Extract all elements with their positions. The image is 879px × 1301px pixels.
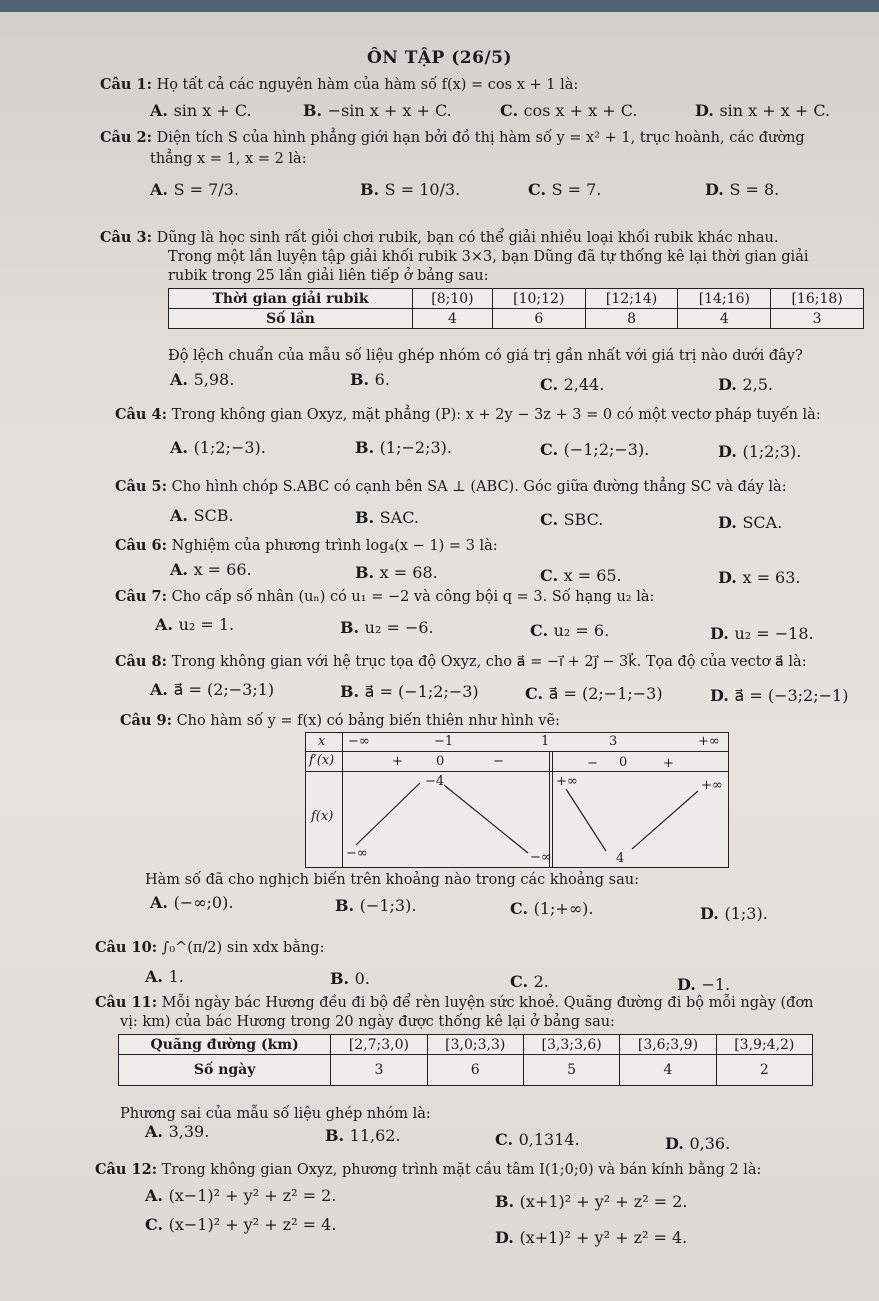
x-value: +∞ (698, 734, 720, 749)
option-letter: C. (540, 566, 564, 585)
option-text: (−1;2;−3). (563, 440, 650, 459)
question-stem-cont: vị: km) của bác Hương trong 20 ngày được thống kê lại ở bảng sau: (120, 1014, 615, 1030)
question-stem: Cho hàm số y = f(x) có bảng biến thiên như hình vẽ: (176, 713, 560, 729)
option-c[interactable] (500, 101, 637, 120)
option-letter: C. (500, 101, 524, 120)
option-c[interactable] (540, 375, 604, 394)
option-letter: C. (525, 684, 549, 703)
rubik-table (168, 288, 864, 329)
option-letter: D. (495, 1228, 520, 1247)
page-title: ÔN TẬP (26/5) (366, 48, 513, 68)
table-cell: Số ngày (119, 1055, 331, 1086)
variation-arrows (306, 733, 728, 867)
option-c[interactable] (510, 972, 549, 991)
option-letter: C. (510, 899, 534, 918)
top-shadow-band (0, 0, 879, 12)
question-stem: Họ tất cả các nguyên hàm của hàm số f(x) = cos x + 1 là: (156, 77, 579, 93)
fprime-label: f′(x) (309, 753, 335, 768)
option-text: 1. (168, 967, 184, 986)
option-text: (x+1)² + y² + z² = 4. (519, 1228, 688, 1247)
option-text: 5,98. (193, 370, 235, 389)
question-label: Câu 3: (100, 229, 152, 246)
option-b[interactable] (340, 682, 479, 701)
sign: 0 (436, 754, 445, 769)
question-10 (95, 938, 324, 958)
option-text: S = 7. (551, 180, 602, 199)
question-label: Câu 5: (115, 478, 167, 495)
option-letter: A. (145, 967, 169, 986)
question-5 (115, 477, 787, 497)
option-letter: C. (528, 180, 552, 199)
option-d[interactable] (700, 904, 768, 923)
option-text: 0. (354, 969, 370, 988)
option-letter: B. (355, 563, 380, 582)
table-cell: [3,3;3,6) (523, 1035, 619, 1055)
option-d[interactable] (710, 624, 814, 643)
question-label: Câu 12: (95, 1161, 158, 1178)
question-label: Câu 1: (100, 76, 152, 93)
option-text: sin x + x + C. (719, 101, 831, 120)
option-text: SBC. (563, 510, 604, 529)
table-cell: [16;18) (771, 289, 864, 309)
f-label: f(x) (311, 809, 334, 824)
option-letter: A. (170, 506, 194, 525)
table-cell: [2,7;3,0) (331, 1035, 427, 1055)
option-letter: C. (530, 621, 554, 640)
question-6 (115, 536, 498, 556)
option-letter: A. (150, 893, 174, 912)
option-text: u₂ = 6. (553, 621, 610, 640)
option-letter: D. (705, 180, 730, 199)
question-12 (95, 1160, 761, 1180)
x-value: −∞ (348, 734, 370, 749)
question-3 (100, 228, 779, 248)
option-letter: D. (718, 568, 743, 587)
f-value: 4 (616, 851, 625, 866)
option-b[interactable] (355, 438, 452, 457)
table-cell: 6 (492, 309, 585, 329)
option-text: 3,39. (168, 1122, 210, 1141)
option-b[interactable] (350, 370, 390, 389)
option-letter: A. (150, 101, 174, 120)
x-value: −1 (434, 734, 454, 749)
option-d[interactable] (495, 1228, 687, 1247)
option-letter: B. (303, 101, 328, 120)
option-letter: D. (710, 686, 735, 705)
f-value: −∞ (530, 850, 552, 865)
option-text: (1;2;−3). (193, 438, 266, 457)
option-text: x = 68. (379, 563, 438, 582)
table-cell: 3 (771, 309, 864, 329)
option-a[interactable] (170, 506, 234, 525)
table-cell: [8;10) (413, 289, 493, 309)
option-a[interactable] (170, 438, 266, 457)
table-cell: [10;12) (492, 289, 585, 309)
sign: − (493, 754, 504, 769)
question-label: Câu 11: (95, 994, 158, 1011)
option-text: u₂ = −6. (364, 618, 434, 637)
option-a[interactable] (145, 1122, 209, 1141)
table-cell: 2 (716, 1055, 812, 1086)
option-letter: B. (330, 969, 355, 988)
option-text: x = 63. (742, 568, 801, 587)
option-letter: A. (145, 1122, 169, 1141)
x-value: 1 (541, 734, 550, 749)
question-label: Câu 8: (115, 653, 167, 670)
table-cell: [12;14) (585, 289, 678, 309)
option-letter: D. (718, 442, 743, 461)
question-11 (95, 993, 814, 1013)
option-b[interactable] (330, 969, 370, 988)
option-d[interactable] (665, 1134, 730, 1153)
option-a[interactable] (145, 1186, 336, 1205)
option-a[interactable] (150, 680, 274, 699)
option-letter: D. (718, 513, 743, 532)
table-cell: 3 (331, 1055, 427, 1086)
option-text: SCA. (742, 513, 783, 532)
option-c[interactable] (495, 1130, 580, 1149)
question-stem: Trong không gian với hệ trục tọa độ Oxyz, cho a⃗ = −i⃗ + 2j⃗ − 3k⃗. Tọa độ của vectơ a⃗ là: (171, 654, 807, 670)
table-row (119, 1035, 813, 1055)
question-stem: Cho hình chóp S.ABC có cạnh bên SA ⊥ (ABC). Góc giữa đường thẳng SC và đáy là: (171, 479, 787, 495)
question-1 (100, 75, 578, 95)
option-text: S = 10/3. (384, 180, 461, 199)
table-cell: 5 (523, 1055, 619, 1086)
option-text: sin x + C. (173, 101, 252, 120)
table-cell: [3,0;3,3) (427, 1035, 523, 1055)
option-letter: A. (155, 615, 179, 634)
option-d[interactable] (718, 442, 801, 461)
option-letter: D. (710, 624, 735, 643)
table-row (169, 289, 864, 309)
option-c[interactable] (530, 621, 609, 640)
option-text: −sin x + x + C. (327, 101, 452, 120)
option-text: 0,1314. (518, 1130, 580, 1149)
option-text: (−1;3). (359, 896, 417, 915)
option-text: a⃗ = (−1;2;−3) (364, 682, 479, 701)
option-letter: C. (540, 440, 564, 459)
option-text: (x−1)² + y² + z² = 2. (168, 1186, 337, 1205)
option-b[interactable] (360, 180, 460, 199)
option-text: (−∞;0). (173, 893, 234, 912)
option-letter: B. (325, 1126, 350, 1145)
question-stem: Trong không gian Oxyz, mặt phẳng (P): x + 2y − 3z + 3 = 0 có một vectơ pháp tuyến là: (171, 407, 821, 423)
option-letter: A. (145, 1186, 169, 1205)
option-d[interactable] (677, 975, 730, 994)
walking-table (118, 1034, 813, 1086)
option-letter: B. (340, 682, 365, 701)
f-value: −∞ (346, 846, 368, 861)
option-letter: D. (695, 101, 720, 120)
table-cell: 4 (413, 309, 493, 329)
table-cell: 4 (678, 309, 771, 329)
question-stem: Mỗi ngày bác Hương đều đi bộ để rèn luyện sức khoẻ. Quãng đường đi bộ mỗi ngày (đơn (161, 995, 814, 1011)
question-stem: ∫₀^(π/2) sin xdx bằng: (161, 940, 325, 956)
option-c[interactable] (540, 566, 622, 585)
option-text: (x+1)² + y² + z² = 2. (519, 1192, 688, 1211)
question-label: Câu 9: (120, 712, 172, 729)
option-text: 6. (374, 370, 390, 389)
option-letter: A. (150, 680, 174, 699)
option-text: u₂ = −18. (734, 624, 814, 643)
option-a[interactable] (145, 967, 184, 986)
f-value: −4 (425, 774, 445, 789)
table-cell: 4 (620, 1055, 716, 1086)
option-a[interactable] (150, 180, 239, 199)
table-cell: 8 (585, 309, 678, 329)
option-letter: A. (150, 180, 174, 199)
option-c[interactable] (525, 684, 663, 703)
option-letter: C. (495, 1130, 519, 1149)
x-value: 3 (609, 734, 618, 749)
option-letter: B. (335, 896, 360, 915)
option-letter: D. (718, 375, 743, 394)
option-text: 0,36. (689, 1134, 731, 1153)
option-text: S = 7/3. (173, 180, 239, 199)
option-c[interactable] (540, 510, 603, 529)
question-label: Câu 2: (100, 129, 152, 146)
sign: − (587, 756, 598, 771)
option-text: 2,44. (563, 375, 605, 394)
option-letter: C. (540, 510, 564, 529)
question-7 (115, 587, 654, 607)
question-stem: Dũng là học sinh rất giỏi chơi rubik, bạn có thể giải nhiều loại khối rubik khác nhau. (156, 230, 779, 246)
question-stem-cont: Trong một lần luyện tập giải khối rubik 3×3, bạn Dũng đã tự thống kê lại thời gian giải (168, 249, 809, 265)
table-cell: Thời gian giải rubik (169, 289, 413, 309)
question-label: Câu 7: (115, 588, 167, 605)
sign: 0 (619, 755, 628, 770)
option-letter: C. (145, 1215, 169, 1234)
option-c[interactable] (510, 899, 593, 918)
option-text: a⃗ = (2;−3;1) (173, 680, 275, 699)
question-9 (120, 711, 560, 731)
question-stem-cont: rubik trong 25 lần giải liên tiếp ở bảng sau: (168, 268, 489, 284)
table-row (169, 309, 864, 329)
option-letter: C. (540, 375, 564, 394)
table-cell: [3,6;3,9) (620, 1035, 716, 1055)
question-label: Câu 10: (95, 939, 158, 956)
option-b[interactable] (355, 508, 419, 527)
f-value: +∞ (556, 774, 578, 789)
question-stem-cont: Độ lệch chuẩn của mẫu số liệu ghép nhóm có giá trị gần nhất với giá trị nào dưới đây? (168, 348, 803, 364)
option-a[interactable] (155, 615, 234, 634)
option-text: 11,62. (349, 1126, 401, 1145)
option-text: x = 65. (563, 566, 622, 585)
option-c[interactable] (145, 1215, 336, 1234)
option-a[interactable] (150, 101, 252, 120)
x-label: x (318, 734, 326, 749)
option-text: SAC. (379, 508, 419, 527)
option-letter: A. (170, 370, 194, 389)
option-letter: B. (355, 508, 380, 527)
table-cell: 6 (427, 1055, 523, 1086)
option-d[interactable] (695, 101, 830, 120)
f-value: +∞ (701, 778, 723, 793)
question-4 (115, 405, 821, 425)
option-letter: B. (495, 1192, 520, 1211)
option-text: 2,5. (742, 375, 773, 394)
table-cell: [3,9;4,2) (716, 1035, 812, 1055)
option-b[interactable] (355, 563, 438, 582)
option-d[interactable] (705, 180, 779, 199)
option-b[interactable] (335, 896, 416, 915)
option-text: (1;2;3). (742, 442, 802, 461)
option-letter: C. (510, 972, 534, 991)
option-text: (1;−2;3). (379, 438, 452, 457)
option-d[interactable] (718, 513, 782, 532)
option-text: (x−1)² + y² + z² = 4. (168, 1215, 337, 1234)
option-letter: B. (340, 618, 365, 637)
table-cell: Số lần (169, 309, 413, 329)
sign: + (663, 756, 674, 771)
question-8 (115, 652, 807, 672)
option-text: (1;3). (724, 904, 768, 923)
option-b[interactable] (303, 101, 452, 120)
option-a[interactable] (150, 893, 233, 912)
option-text: −1. (701, 975, 731, 994)
question-label: Câu 6: (115, 537, 167, 554)
option-letter: B. (360, 180, 385, 199)
option-c[interactable] (528, 180, 601, 199)
sign: + (392, 754, 403, 769)
option-text: SCB. (193, 506, 234, 525)
option-d[interactable] (718, 568, 801, 587)
option-text: 2. (533, 972, 549, 991)
variation-table (305, 732, 729, 868)
option-b[interactable] (340, 618, 434, 637)
option-text: (1;+∞). (533, 899, 594, 918)
option-text: S = 8. (729, 180, 780, 199)
table-cell: [14;16) (678, 289, 771, 309)
option-letter: B. (355, 438, 380, 457)
option-d[interactable] (710, 686, 848, 705)
question-label: Câu 4: (115, 406, 167, 423)
option-a[interactable] (170, 560, 252, 579)
option-text: cos x + x + C. (523, 101, 638, 120)
option-text: u₂ = 1. (178, 615, 235, 634)
table-cell: Quãng đường (km) (119, 1035, 331, 1055)
question-stem: Diện tích S của hình phẳng giới hạn bởi đồ thị hàm số y = x² + 1, trục hoành, các đường (156, 130, 805, 146)
question-stem-cont: Hàm số đã cho nghịch biến trên khoảng nào trong các khoảng sau: (145, 872, 639, 888)
option-c[interactable] (540, 440, 649, 459)
option-a[interactable] (170, 370, 234, 389)
option-d[interactable] (718, 375, 773, 394)
option-letter: D. (665, 1134, 690, 1153)
question-stem: Nghiệm của phương trình log₄(x − 1) = 3 là: (171, 538, 498, 554)
option-text: a⃗ = (−3;2;−1) (734, 686, 849, 705)
question-stem: Trong không gian Oxyz, phương trình mặt cầu tâm I(1;0;0) và bán kính bằng 2 là: (161, 1162, 762, 1178)
option-letter: A. (170, 438, 194, 457)
option-text: a⃗ = (2;−1;−3) (548, 684, 663, 703)
option-letter: D. (677, 975, 702, 994)
question-stem-cont: thẳng x = 1, x = 2 là: (150, 151, 307, 167)
option-b[interactable] (325, 1126, 401, 1145)
table-row (119, 1055, 813, 1086)
question-stem-cont: Phương sai của mẫu số liệu ghép nhóm là: (120, 1106, 431, 1122)
option-letter: B. (350, 370, 375, 389)
option-letter: D. (700, 904, 725, 923)
question-2 (100, 128, 805, 148)
option-text: x = 66. (193, 560, 252, 579)
question-stem: Cho cấp số nhân (uₙ) có u₁ = −2 và công bội q = 3. Số hạng u₂ là: (171, 589, 655, 605)
option-letter: A. (170, 560, 194, 579)
option-b[interactable] (495, 1192, 687, 1211)
